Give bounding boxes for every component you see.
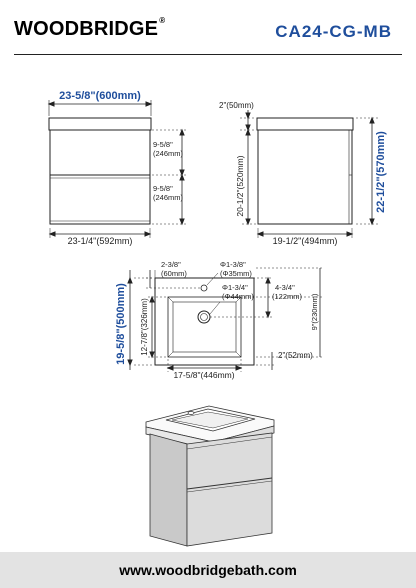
front-drawer-2-in: 9-5/8" <box>153 184 173 193</box>
front-drawer-2-mm: (246mm) <box>153 193 184 202</box>
side-cabinet-height: 20-1/2"(520mm) <box>235 155 245 217</box>
basin-depth: 9"(230mm) <box>310 293 319 331</box>
registered-mark: ® <box>159 16 166 25</box>
brand-name: WOODBRIDGE <box>14 18 159 40</box>
faucet-offset-mm: (60mm) <box>161 269 187 278</box>
drain-hole-in: Φ1-3/4" <box>222 283 248 292</box>
model-number: CA24-CG-MB <box>275 22 392 41</box>
faucet-offset-in: 2-3/8" <box>161 260 181 269</box>
drain-hole-mm: (Φ44mm) <box>222 292 254 301</box>
faucet-hole-mm: (Φ35mm) <box>220 269 252 278</box>
website-url: www.woodbridgebath.com <box>119 562 297 578</box>
top-overall-depth: 19-5/8"(500mm) <box>115 283 127 365</box>
front-drawer-1-mm: (246mm) <box>153 149 184 158</box>
drain-offset-in: 4-3/4" <box>275 283 295 292</box>
faucet-hole-in: Φ1-3/8" <box>220 260 246 269</box>
front-overall-width: 23-5/8"(600mm) <box>59 90 141 102</box>
basin-width: 17-5/8"(446mm) <box>173 370 235 380</box>
front-view <box>49 100 186 238</box>
front-cabinet-width: 23-1/4"(592mm) <box>67 236 133 246</box>
side-overall-height: 22-1/2"(570mm) <box>375 131 387 213</box>
side-view <box>240 110 378 238</box>
side-depth: 19-1/2"(494mm) <box>272 236 338 246</box>
front-drawer-1-in: 9-5/8" <box>153 140 173 149</box>
front-edge: 2"(52mm) <box>278 351 313 360</box>
side-top-thickness: 2"(50mm) <box>219 101 254 110</box>
basin-length: 12-7/8"(326mm) <box>140 298 149 356</box>
vanity-illustration <box>146 406 274 546</box>
drain-offset-mm: (122mm) <box>272 292 303 301</box>
footer-bar <box>0 552 416 588</box>
